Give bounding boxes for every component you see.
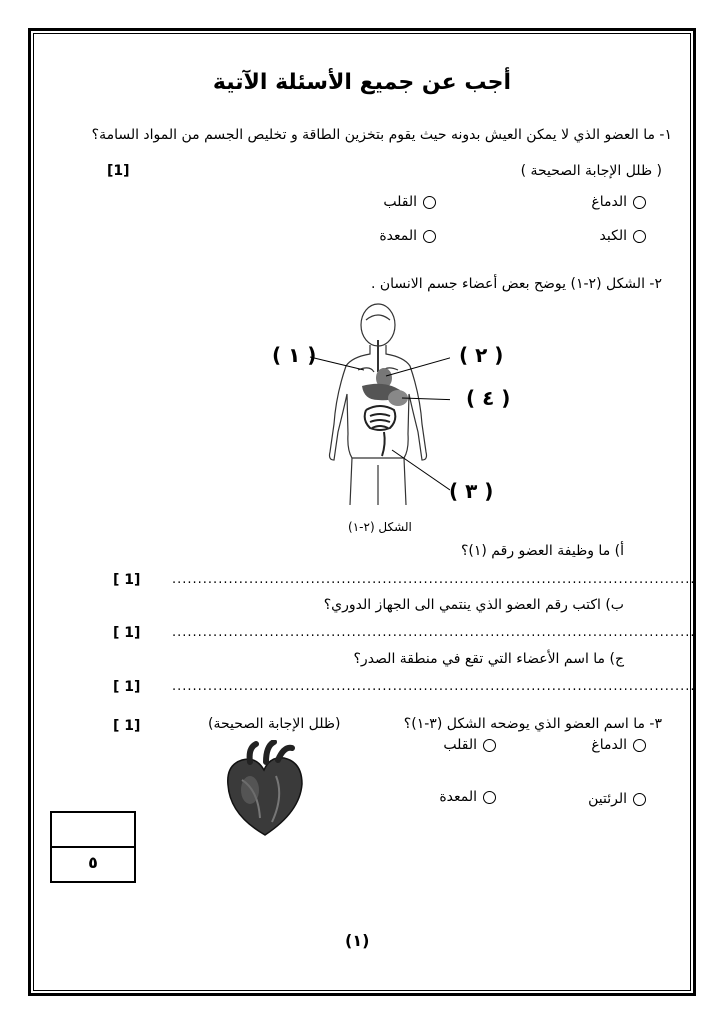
radio-icon[interactable] — [483, 791, 496, 804]
option-label: الكبد — [599, 228, 627, 244]
page-title: أجب عن جميع الأسئلة الآتية — [212, 70, 512, 95]
radio-icon[interactable] — [633, 196, 646, 209]
q3-option-heart[interactable] — [443, 737, 496, 753]
figure-2-caption: الشكل (٢-١) — [348, 520, 412, 534]
question-2a-mark: [ 1] — [113, 572, 141, 588]
question-3-mark: [ 1] — [113, 718, 141, 734]
radio-icon[interactable] — [633, 793, 646, 806]
question-2-text: ٢- الشكل (٢-١) يوضح بعض أعضاء جسم الانسان . — [370, 276, 662, 292]
question-2a-text: أ) ما وظيفة العضو رقم (١)؟ — [460, 543, 624, 559]
answer-line-2c[interactable]: ...................................................................................................... — [172, 679, 696, 694]
question-1-mark: [1] — [107, 163, 130, 179]
score-divider — [52, 846, 134, 848]
option-label: القلب — [443, 737, 477, 753]
question-1-text: ١- ما العضو الذي لا يمكن العيش بدونه حيث يقوم بتخزين الطاقة و تخليص الجسم من المواد السامة؟ — [91, 127, 672, 143]
option-label: القلب — [383, 194, 417, 210]
question-2c-mark: [ 1] — [113, 679, 141, 695]
question-2c-text: ج) ما اسم الأعضاء التي تقع في منطقة الصدر؟ — [353, 651, 624, 667]
radio-icon[interactable] — [423, 196, 436, 209]
q1-option-heart[interactable] — [383, 194, 436, 210]
human-body-diagram — [300, 300, 450, 510]
diagram-label-1: ( ١ ) — [272, 343, 317, 367]
option-label: المعدة — [379, 228, 417, 244]
q1-option-stomach[interactable] — [379, 228, 436, 244]
answer-line-2a[interactable]: ...................................................................................................... — [172, 572, 696, 587]
diagram-label-2: ( ٢ ) — [459, 343, 504, 367]
question-1-instruction: ( ظلل الإجابة الصحيحة ) — [520, 163, 662, 179]
q1-option-brain[interactable] — [591, 194, 646, 210]
question-2b-text: ب) اكتب رقم العضو الذي ينتمي الى الجهاز الدوري؟ — [323, 597, 624, 613]
score-total: ٥ — [88, 853, 98, 872]
radio-icon[interactable] — [633, 230, 646, 243]
question-3-text: ٣- ما اسم العضو الذي يوضحه الشكل (٣-١)؟ — [403, 716, 662, 732]
q3-option-lungs[interactable] — [588, 791, 646, 807]
page-number: (١) — [345, 931, 370, 950]
radio-icon[interactable] — [483, 739, 496, 752]
radio-icon[interactable] — [633, 739, 646, 752]
option-label: المعدة — [439, 789, 477, 805]
q3-option-brain[interactable] — [591, 737, 646, 753]
option-label: الرئتين — [588, 791, 627, 807]
diagram-label-4: ( ٤ ) — [466, 386, 511, 410]
q3-option-stomach[interactable] — [439, 789, 496, 805]
question-3-instruction: (ظلل الإجابة الصحيحة) — [208, 716, 341, 732]
score-box — [50, 811, 136, 883]
q1-option-liver[interactable] — [600, 228, 646, 244]
option-label: الدماغ — [591, 194, 627, 210]
heart-icon — [220, 740, 310, 840]
diagram-label-3: ( ٣ ) — [449, 479, 494, 503]
question-2b-mark: [ 1] — [113, 625, 141, 641]
answer-line-2b[interactable]: ...................................................................................................... — [172, 625, 696, 640]
option-label: الدماغ — [591, 737, 627, 753]
radio-icon[interactable] — [423, 230, 436, 243]
